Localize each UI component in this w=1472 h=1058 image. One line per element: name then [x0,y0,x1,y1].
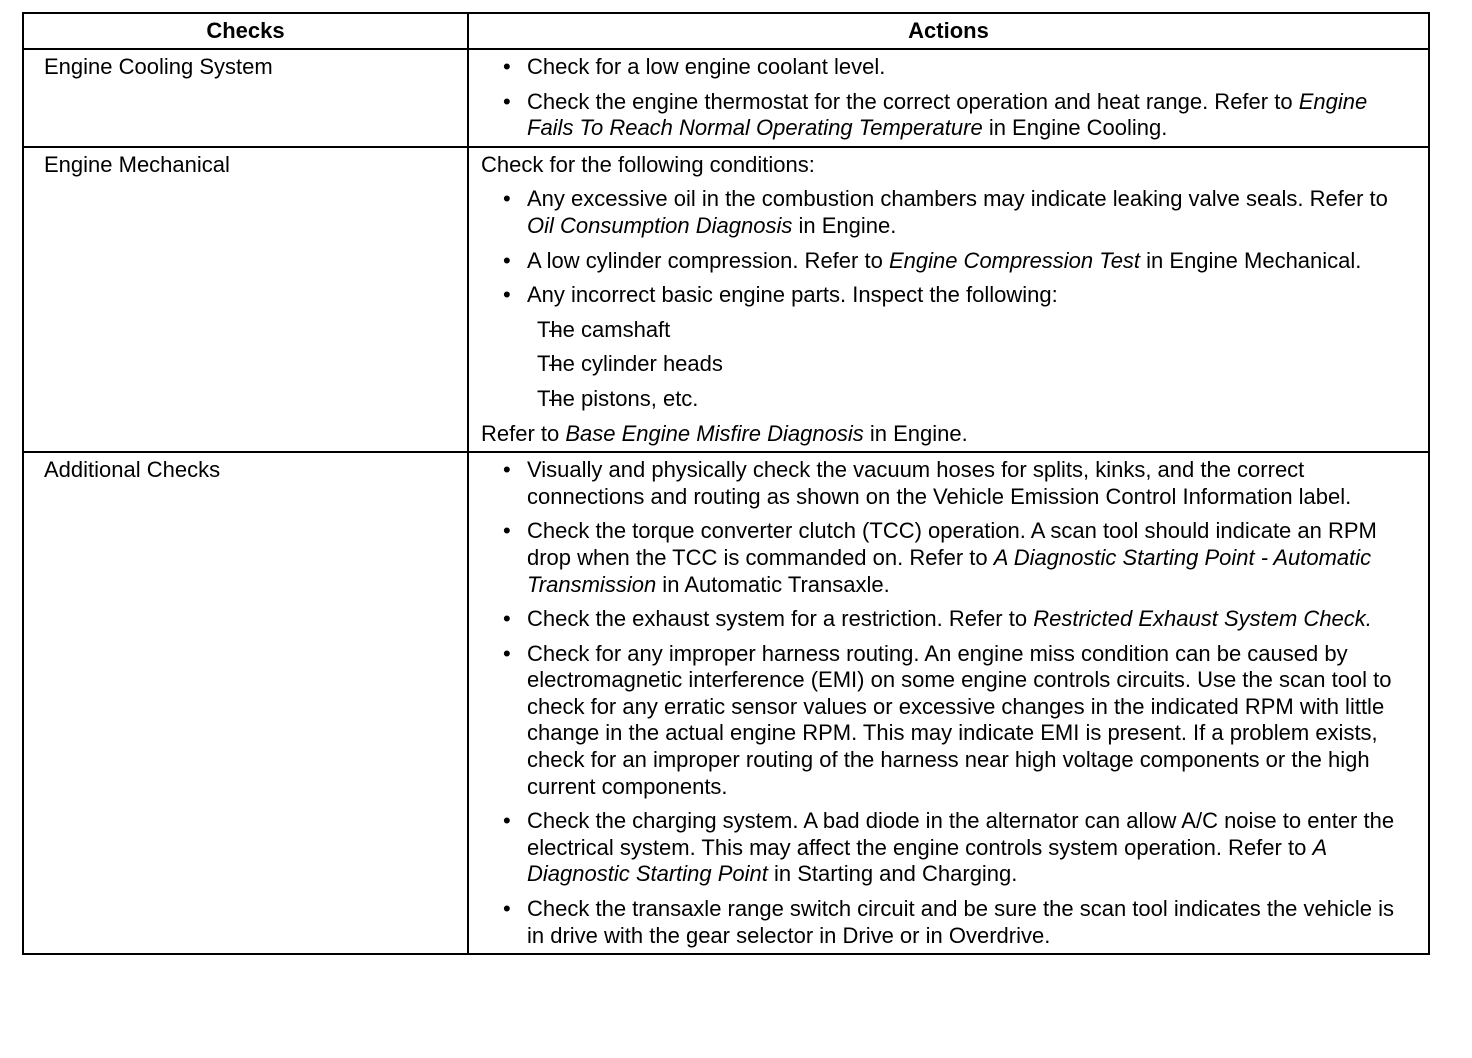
actions-cell [468,452,1429,954]
sub-item: – The cylinder heads [527,351,1416,378]
reference-link: Engine Compression Test [888,247,1141,273]
header-row [23,13,1429,49]
reference-link: A Diagnostic Starting Point - Automatic Transmission [527,544,1372,597]
action-item: • Check the torque converter clutch (TCC) operation. A scan tool should indicate an RPM drop when the TCC is commanded on. Refer to A Diagnostic Starting Point - Automatic Transmission in Automatic Transaxle. [481,518,1416,598]
sub-list [527,317,1416,413]
check-name: Additional Checks [23,452,468,954]
action-item: • Check the charging system. A bad diode in the alternator can allow A/C noise to enter the electrical system. This may affect the engine controls system operation. Refer to A Diagnostic Starting Point in Starting and Charging. [481,808,1416,888]
table-row-additional-checks [23,452,1429,954]
check-name: Engine Mechanical [23,147,468,452]
checks-actions-table [22,12,1430,955]
reference-link: Restricted Exhaust System Check. [1033,606,1372,632]
action-item: • Any incorrect basic engine parts. Inspect the following: – The camshaft – The cylinder heads – The pistons, etc. [481,282,1416,412]
header-checks: Checks [23,13,468,49]
action-list [481,54,1416,142]
action-list [481,457,1416,949]
action-item: • Check the exhaust system for a restriction. Refer to Restricted Exhaust System Check. [481,606,1416,633]
action-item: • Check the engine thermostat for the correct operation and heat range. Refer to Engine Fails To Reach Normal Operating Temperature in Engine Cooling. [481,89,1416,142]
table-row-engine-mechanical [23,147,1429,452]
action-list [481,186,1416,412]
action-item: • Check for any improper harness routing. An engine miss condition can be caused by electromagnetic interference (EMI) on some engine controls circuits. Use the scan tool to check for any erratic sensor values or excessive changes in the indicated RPM with little change in the actual engine RPM. This may indicate EMI is present. If a problem exists, check for an improper routing of the harness near high voltage components or the high current components. [481,641,1416,801]
reference-link: Oil Consumption Diagnosis [527,212,793,238]
check-name: Engine Cooling System [23,49,468,147]
action-item: • Check the transaxle range switch circuit and be sure the scan tool indicates the vehicle is in drive with the gear selector in Drive or in Overdrive. [481,896,1416,949]
reference-link: Engine Fails To Reach Normal Operating Temperature [527,88,1368,141]
reference-link: A Diagnostic Starting Point [527,834,1327,887]
table-row-engine-cooling [23,49,1429,147]
action-item: • Any excessive oil in the combustion chambers may indicate leaking valve seals. Refer to Oil Consumption Diagnosis in Engine. [481,186,1416,239]
actions-outro: Refer to Base Engine Misfire Diagnosis in Engine. [481,420,968,446]
sub-item: – The pistons, etc. [527,386,1416,413]
action-item: • Visually and physically check the vacuum hoses for splits, kinks, and the correct connections and routing as shown on the Vehicle Emission Control Information label. [481,457,1416,510]
header-actions: Actions [468,13,1429,49]
actions-cell [468,49,1429,147]
reference-link: Base Engine Misfire Diagnosis [565,420,864,446]
action-item: • Check for a low engine coolant level. [481,54,1416,81]
action-item: • A low cylinder compression. Refer to Engine Compression Test in Engine Mechanical. [481,248,1416,275]
actions-intro: Check for the following conditions: [481,151,815,177]
sub-item: – The camshaft [527,317,1416,344]
actions-cell [468,147,1429,452]
